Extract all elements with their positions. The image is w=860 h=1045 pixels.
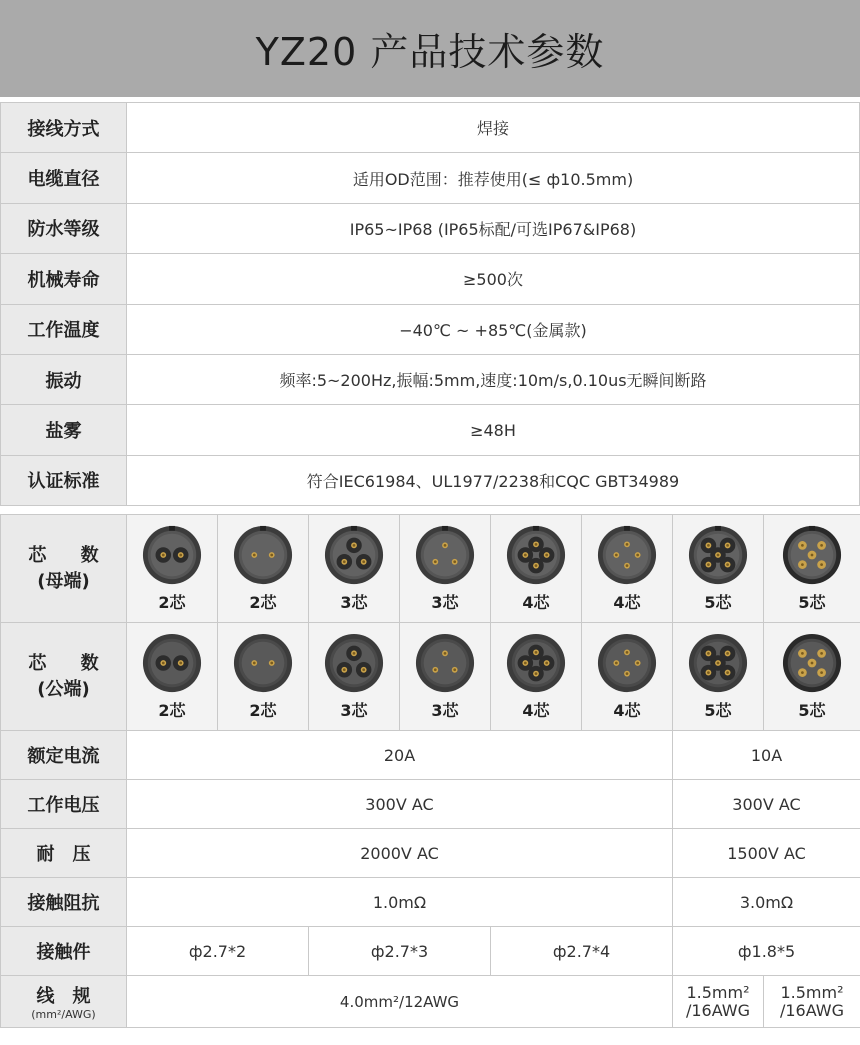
spec-row xyxy=(1,405,860,455)
spec-row xyxy=(1,354,860,404)
voltage-label: 工作电压 xyxy=(1,780,127,829)
spec-row xyxy=(1,153,860,203)
voltage-value-b: 300V AC xyxy=(673,780,860,829)
spec-value: ≥48H xyxy=(127,405,860,455)
spec-label: 认证标准 xyxy=(1,455,127,505)
spec-value: 符合IEC61984、UL1977/2238和CQC GBT34989 xyxy=(127,455,860,505)
pin-count-caption: 3芯 xyxy=(431,593,459,613)
female-pin-label: 芯 数 (母端) xyxy=(1,515,127,623)
wire-value-a: 4.0mm²/12AWG xyxy=(127,976,673,1028)
pin-count-caption: 2芯 xyxy=(249,593,277,613)
withstand-label: 耐 压 xyxy=(1,829,127,878)
withstand-value-a: 2000V AC xyxy=(127,829,673,878)
connector-2pin-divided-icon xyxy=(141,632,203,694)
wire-value-b2: 1.5mm² /16AWG xyxy=(764,976,860,1028)
wire-unit-label: (mm²/AWG) xyxy=(31,1007,96,1021)
spec-value: −40℃ ~ +85℃(金属款) xyxy=(127,304,860,354)
connector-cell xyxy=(673,623,764,731)
connector-4pin-icon xyxy=(596,632,658,694)
connector-5pin-metal-icon xyxy=(781,632,843,694)
pin-spec-table xyxy=(0,514,860,1028)
voltage-value-a: 300V AC xyxy=(127,780,673,829)
resistance-value-b: 3.0mΩ xyxy=(673,878,860,927)
pin-count-caption: 2芯 xyxy=(158,701,186,721)
pin-count-caption: 3芯 xyxy=(340,593,368,613)
rated-current-row xyxy=(1,731,860,780)
general-spec-table xyxy=(0,102,860,506)
wire-value-b1: 1.5mm² /16AWG xyxy=(673,976,764,1028)
connector-cell xyxy=(491,623,582,731)
spec-label: 工作温度 xyxy=(1,304,127,354)
connector-cell xyxy=(218,515,309,623)
connector-cell xyxy=(764,623,860,731)
pin-count-caption: 5芯 xyxy=(798,701,826,721)
spec-label: 盐雾 xyxy=(1,405,127,455)
wire-label: 线 规 (mm²/AWG) xyxy=(1,976,127,1028)
spec-row xyxy=(1,254,860,304)
connector-cell xyxy=(127,515,218,623)
male-pin-label: 芯 数 (公端) xyxy=(1,623,127,731)
connector-2pin-icon xyxy=(232,524,294,586)
voltage-row xyxy=(1,780,860,829)
connector-5pin-divided-icon xyxy=(687,632,749,694)
rated-current-value-a: 20A xyxy=(127,731,673,780)
resistance-label: 接触阻抗 xyxy=(1,878,127,927)
connector-5pin-divided-icon xyxy=(687,524,749,586)
connector-4pin-divided-icon xyxy=(505,524,567,586)
contacts-row xyxy=(1,927,860,976)
pin-count-caption: 5芯 xyxy=(704,701,732,721)
connector-4pin-icon xyxy=(596,524,658,586)
page-title: YZ20 产品技术参数 xyxy=(0,0,860,97)
connector-cell xyxy=(582,623,673,731)
rated-current-value-b: 10A xyxy=(673,731,860,780)
connector-3pin-divided-icon xyxy=(323,632,385,694)
spec-label: 振动 xyxy=(1,354,127,404)
connector-cell xyxy=(309,515,400,623)
withstand-row xyxy=(1,829,860,878)
wire-row xyxy=(1,976,860,1028)
spec-value: 频率:5~200Hz,振幅:5mm,速度:10m/s,0.10us无瞬间断路 xyxy=(127,354,860,404)
connector-cell xyxy=(582,515,673,623)
spec-label: 机械寿命 xyxy=(1,254,127,304)
male-row xyxy=(1,623,860,731)
pin-count-caption: 5芯 xyxy=(704,593,732,613)
pin-count-caption: 3芯 xyxy=(431,701,459,721)
connector-5pin-metal-icon xyxy=(781,524,843,586)
spec-label: 电缆直径 xyxy=(1,153,127,203)
spec-label: 接线方式 xyxy=(1,103,127,153)
spec-value: ≥500次 xyxy=(127,254,860,304)
spec-label: 防水等级 xyxy=(1,203,127,253)
spec-row xyxy=(1,103,860,153)
spec-value: IP65~IP68 (IP65标配/可选IP67&IP68) xyxy=(127,203,860,253)
pin-count-caption: 5芯 xyxy=(798,593,826,613)
connector-cell xyxy=(400,623,491,731)
pin-count-caption: 3芯 xyxy=(340,701,368,721)
pin-count-caption: 2芯 xyxy=(249,701,277,721)
connector-2pin-divided-icon xyxy=(141,524,203,586)
spec-row xyxy=(1,455,860,505)
pin-count-caption: 4芯 xyxy=(613,593,641,613)
spec-value: 适用OD范围：推荐使用(≤ ф10.5mm) xyxy=(127,153,860,203)
spec-value: 焊接 xyxy=(127,103,860,153)
pin-count-caption: 4芯 xyxy=(522,701,550,721)
female-row xyxy=(1,515,860,623)
connector-cell xyxy=(764,515,860,623)
connector-3pin-divided-icon xyxy=(323,524,385,586)
connector-cell xyxy=(127,623,218,731)
connector-4pin-divided-icon xyxy=(505,632,567,694)
pin-count-caption: 2芯 xyxy=(158,593,186,613)
resistance-value-a: 1.0mΩ xyxy=(127,878,673,927)
connector-cell xyxy=(218,623,309,731)
pin-count-caption: 4芯 xyxy=(613,701,641,721)
withstand-value-b: 1500V AC xyxy=(673,829,860,878)
spec-row xyxy=(1,203,860,253)
contacts-value-2: ф2.7*3 xyxy=(309,927,491,976)
connector-3pin-icon xyxy=(414,524,476,586)
contacts-value-1: ф2.7*2 xyxy=(127,927,309,976)
resistance-row xyxy=(1,878,860,927)
contacts-value-4: ф1.8*5 xyxy=(673,927,860,976)
connector-cell xyxy=(400,515,491,623)
pin-count-caption: 4芯 xyxy=(522,593,550,613)
contacts-label: 接触件 xyxy=(1,927,127,976)
connector-cell xyxy=(309,623,400,731)
connector-2pin-icon xyxy=(232,632,294,694)
contacts-value-3: ф2.7*4 xyxy=(491,927,673,976)
spec-row xyxy=(1,304,860,354)
connector-3pin-icon xyxy=(414,632,476,694)
connector-cell xyxy=(673,515,764,623)
connector-cell xyxy=(491,515,582,623)
rated-current-label: 额定电流 xyxy=(1,731,127,780)
